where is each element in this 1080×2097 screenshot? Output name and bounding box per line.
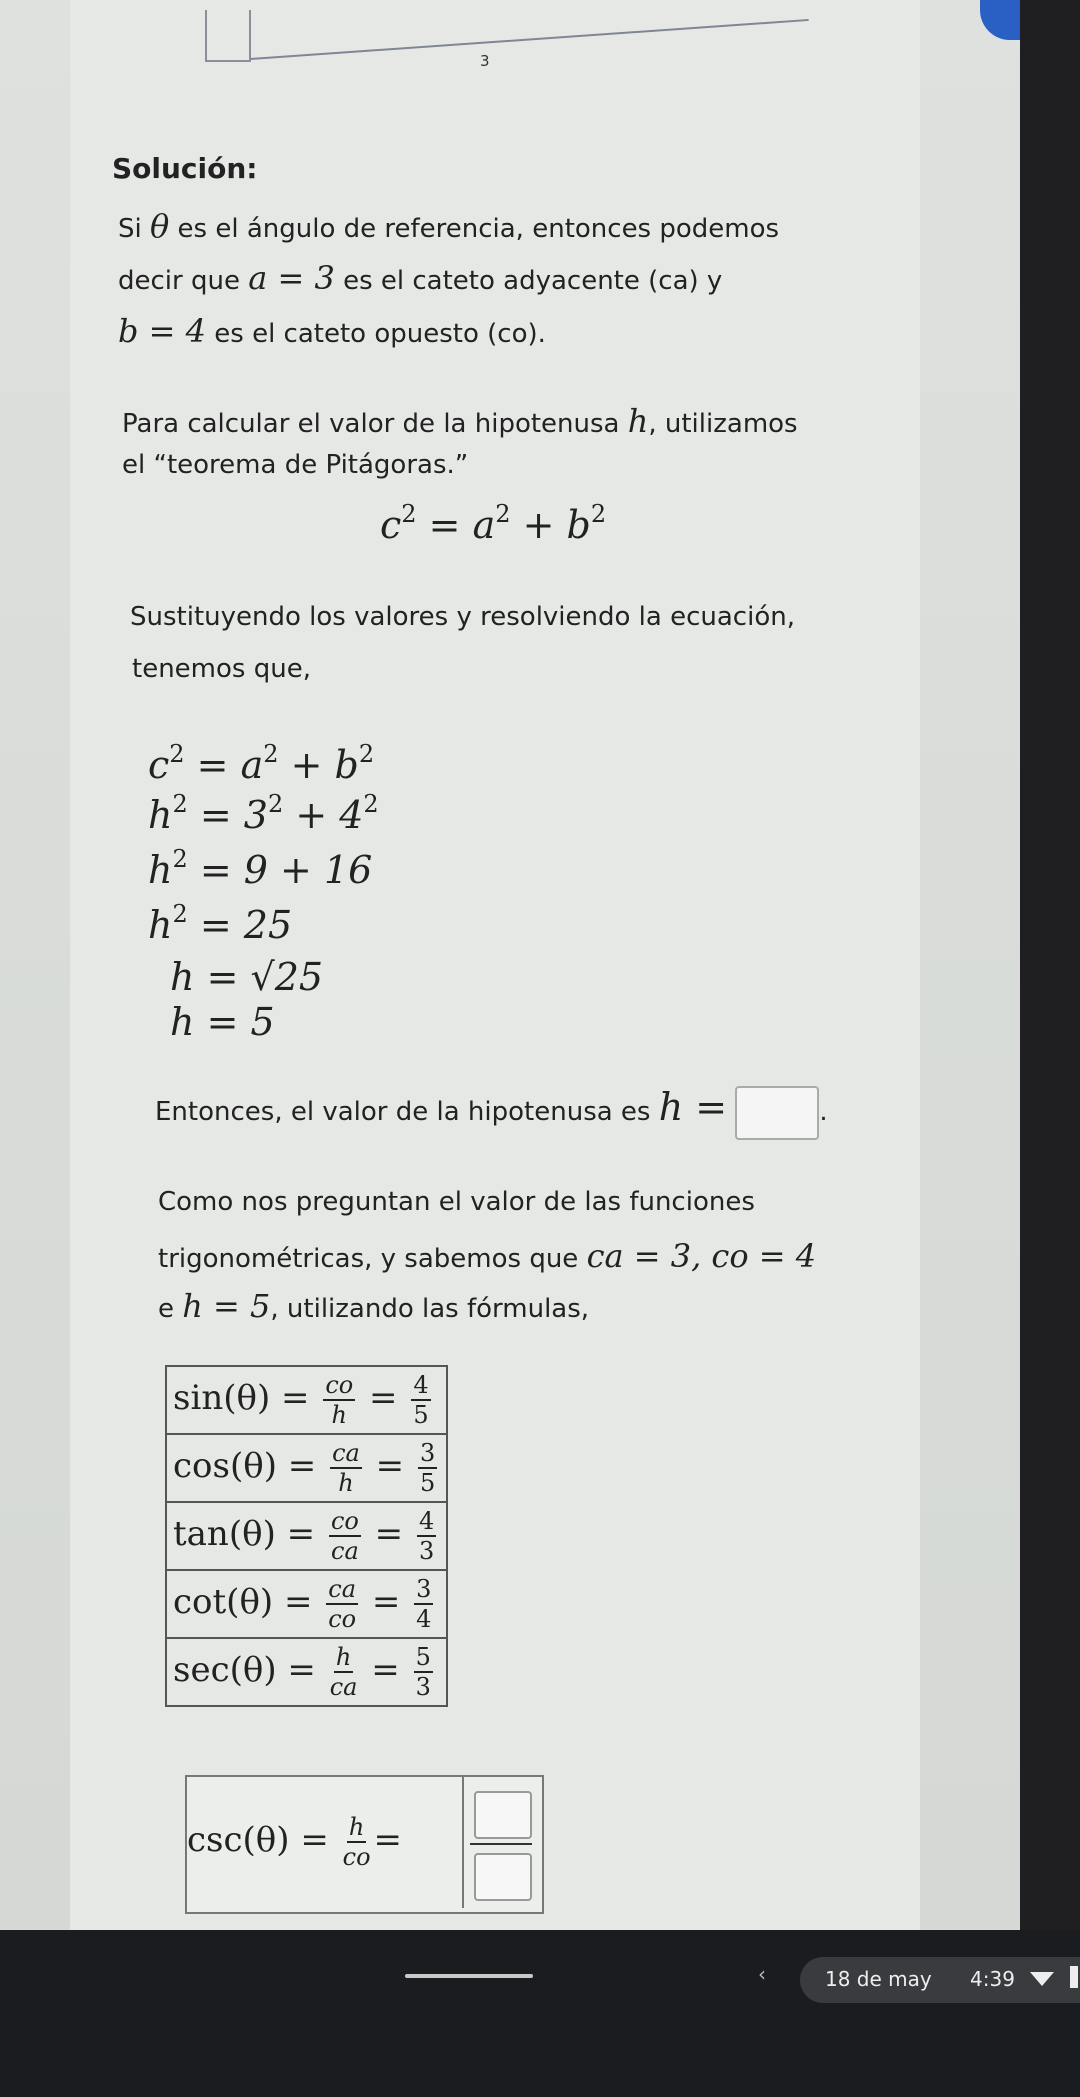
battery-icon [1070, 1966, 1078, 1988]
top-diagram-box [205, 10, 251, 62]
step-3: $h^2 = 9 + 16$ [148, 845, 373, 892]
intro-line-1: Si θ es el ángulo de referencia, entonces podemos [118, 207, 780, 245]
csc-fraction-bar [470, 1843, 532, 1845]
csc-fraction-input [462, 1777, 540, 1908]
trig-table [165, 1365, 448, 1707]
math-h-equals: h = [658, 1085, 728, 1129]
solution-heading: Solución: [112, 152, 258, 185]
trig-intro-line-2: trigonométricas, y sabemos que ca = 3, co = 4 [158, 1237, 817, 1275]
step-2: $h^2 = 3^2 + 4^2$ [148, 790, 379, 837]
trig-row-cos: cos(θ) = $\frac{ca}{h}$ = $\frac{3}{5}$ [166, 1434, 447, 1502]
substitute-line-1: Sustituyendo los valores y resolviendo la ecuación, [130, 602, 795, 632]
page-number: 3 [480, 52, 490, 70]
trig-intro-line-3: e h = 5, utilizando las fórmulas, [158, 1287, 590, 1325]
tray-date: 18 de may [825, 1967, 932, 1991]
pyth-line-2: el “teorema de Pitágoras.” [122, 450, 469, 480]
math-a-equals: a = 3 [248, 259, 335, 297]
blue-corner-button[interactable] [980, 0, 1020, 40]
csc-numerator-input[interactable] [474, 1791, 532, 1839]
step-5: h = √25 [170, 955, 324, 999]
chevron-left-icon[interactable]: ‹ [758, 1962, 766, 1986]
pyth-line-1: Para calcular el valor de la hipotenusa h, utilizamos [122, 402, 798, 440]
csc-answer-box [185, 1775, 544, 1914]
pythagoras-formula: $c^2 = a^2 + b^2$ [380, 500, 607, 547]
trig-row-tan: tan(θ) = $\frac{co}{ca}$ = $\frac{4}{3}$ [166, 1502, 447, 1570]
shelf-handle[interactable] [405, 1974, 533, 1978]
tray-time: 4:39 [970, 1967, 1015, 1991]
substitute-line-2: tenemos que, [132, 654, 311, 684]
intro-line-3: b = 4 es el cateto opuesto (co). [118, 312, 546, 350]
trig-row-sin: sin(θ) = $\frac{co}{h}$ = $\frac{4}{5}$ [166, 1366, 447, 1434]
step-4: $h^2 = 25$ [148, 900, 293, 947]
math-ca-co: ca = 3, co = 4 [586, 1237, 817, 1275]
trig-row-sec: sec(θ) = $\frac{h}{ca}$ = $\frac{5}{3}$ [166, 1638, 447, 1706]
step-6: h = 5 [170, 1000, 275, 1044]
math-h: h [627, 402, 649, 440]
csc-expression: csc(θ) = $\frac{h}{co}$ = [187, 1813, 403, 1871]
math-h-5: h = 5 [182, 1287, 271, 1325]
step-1: $c^2 = a^2 + b^2$ [148, 740, 375, 787]
csc-denominator-input[interactable] [474, 1853, 532, 1901]
wifi-icon [1030, 1972, 1054, 1986]
trig-row-cot: cot(θ) = $\frac{ca}{co}$ = $\frac{3}{4}$ [166, 1570, 447, 1638]
trig-intro-line-1: Como nos preguntan el valor de las funciones [158, 1187, 755, 1217]
taskbar [0, 1930, 1080, 2097]
intro-line-2: decir que a = 3 es el cateto adyacente (ca) y [118, 259, 723, 297]
math-b-equals: b = 4 [118, 312, 206, 350]
hyp-result-line: Entonces, el valor de la hipotenusa es h = . [155, 1082, 828, 1140]
hypotenuse-answer-input[interactable] [735, 1086, 819, 1140]
screen-bezel [1020, 0, 1080, 1930]
theta-symbol: θ [150, 207, 170, 245]
